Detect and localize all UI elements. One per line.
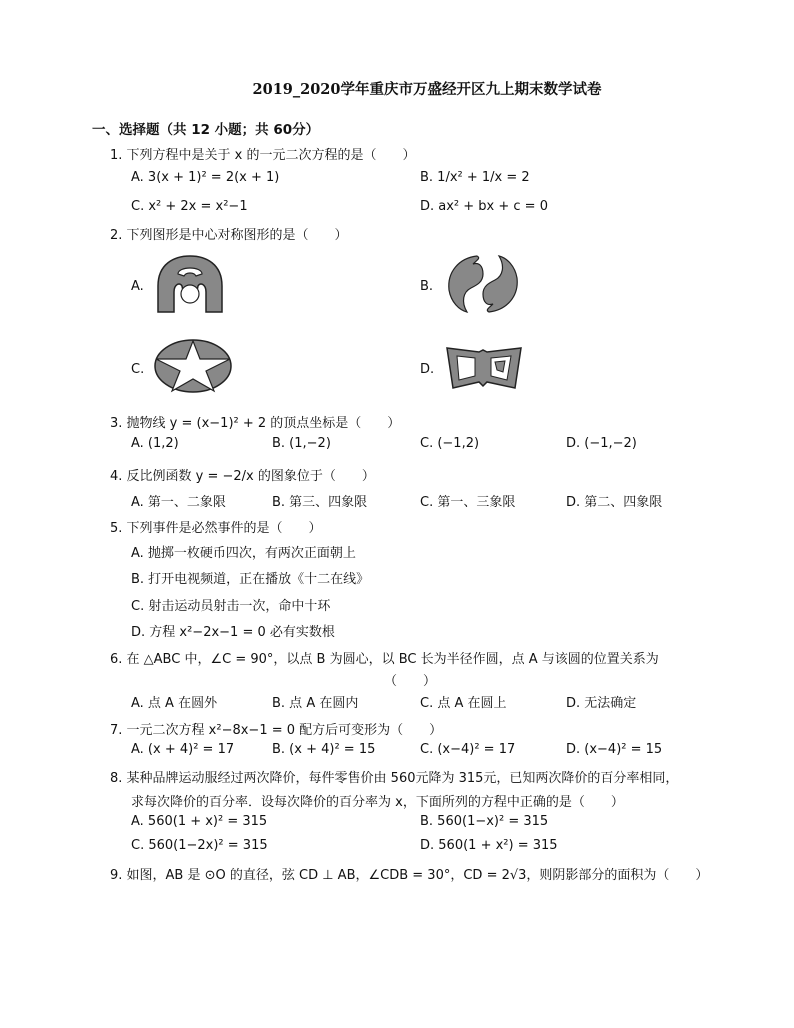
figure-a-icon: [150, 252, 230, 318]
q2-option-a: A.: [131, 279, 144, 294]
question-5-stem: 5. 下列事件是必然事件的是（ ）: [110, 521, 322, 536]
section-heading: 一、选择题（共 12 小题；共 60分）: [92, 122, 320, 138]
q6-option-a: A. 点 A 在圆外: [131, 696, 218, 711]
q3-option-c: C. (−1,2): [420, 436, 480, 451]
q3-option-b: B. (1,−2): [272, 436, 331, 451]
q2-option-c: C.: [131, 362, 145, 377]
q1-option-d: D. ax² + bx + c = 0: [420, 199, 548, 214]
question-3-stem: 3. 抛物线 y = (x−1)² + 2 的顶点坐标是（ ）: [110, 416, 401, 431]
q4-option-d: D. 第二、四象限: [566, 495, 663, 510]
figure-c-icon: [152, 337, 234, 395]
q2-option-b: B.: [420, 279, 434, 294]
q4-option-a: A. 第一、二象限: [131, 495, 226, 510]
question-6-answer-bracket: （ ）: [384, 674, 437, 689]
q5-option-d: D. 方程 x²−2x−1 = 0 必有实数根: [131, 625, 335, 640]
q1-option-c: C. x² + 2x = x²−1: [131, 199, 248, 214]
q7-option-a: A. (x + 4)² = 17: [131, 742, 235, 757]
q6-option-c: C. 点 A 在圆上: [420, 696, 507, 711]
q4-option-b: B. 第三、四象限: [272, 495, 368, 510]
q5-option-c: C. 射击运动员射击一次，命中十环: [131, 599, 331, 614]
page-title: 2019_2020学年重庆市万盛经开区九上期末数学试卷: [252, 81, 602, 98]
question-8-stem: 8. 某种品牌运动服经过两次降价，每件零售价由 560元降为 315元，已知两次降价的百分率相同，: [110, 771, 679, 786]
q1-option-b: B. 1/x² + 1/x = 2: [420, 170, 530, 185]
q2-option-d: D.: [420, 362, 435, 377]
q7-option-c: C. (x−4)² = 17: [420, 742, 516, 757]
q8-option-b: B. 560(1−x)² = 315: [420, 814, 549, 829]
q1-option-a: A. 3(x + 1)² = 2(x + 1): [131, 170, 280, 185]
q5-option-b: B. 打开电视频道，正在播放《十二在线》: [131, 572, 370, 587]
q3-option-a: A. (1,2): [131, 436, 179, 451]
q4-option-c: C. 第一、三象限: [420, 495, 516, 510]
q8-option-a: A. 560(1 + x)² = 315: [131, 814, 268, 829]
question-8-stem-line-2: 求每次降价的百分率．设每次降价的百分率为 x，下面所列的方程中正确的是（ ）: [131, 795, 624, 810]
q6-option-b: B. 点 A 在圆内: [272, 696, 359, 711]
q5-option-a: A. 抛掷一枚硬币四次，有两次正面朝上: [131, 546, 356, 561]
figure-b-icon: [443, 252, 523, 316]
question-2-stem: 2. 下列图形是中心对称图形的是（ ）: [110, 228, 348, 243]
question-4-stem: 4. 反比例函数 y = −2/x 的图象位于（ ）: [110, 469, 375, 484]
question-7-stem: 7. 一元二次方程 x²−8x−1 = 0 配方后可变形为（ ）: [110, 723, 443, 738]
q3-option-d: D. (−1,−2): [566, 436, 637, 451]
q6-option-d: D. 无法确定: [566, 696, 637, 711]
q7-option-b: B. (x + 4)² = 15: [272, 742, 376, 757]
question-9-stem: 9. 如图，AB 是 ⊙O 的直径，弦 CD ⊥ AB，∠CDB = 30°，CD = 2√3，则阴影部分的面积为（ ）: [110, 868, 709, 883]
q8-option-c: C. 560(1−2x)² = 315: [131, 838, 268, 853]
q7-option-d: D. (x−4)² = 15: [566, 742, 663, 757]
q8-option-d: D. 560(1 + x²) = 315: [420, 838, 558, 853]
question-6-stem: 6. 在 △ABC 中，∠C = 90°，以点 B 为圆心，以 BC 长为半径作圆，点 A 与该圆的位置关系为: [110, 652, 659, 667]
figure-d-icon: [443, 342, 525, 394]
question-1-stem: 1. 下列方程中是关于 x 的一元二次方程的是（ ）: [110, 148, 416, 163]
